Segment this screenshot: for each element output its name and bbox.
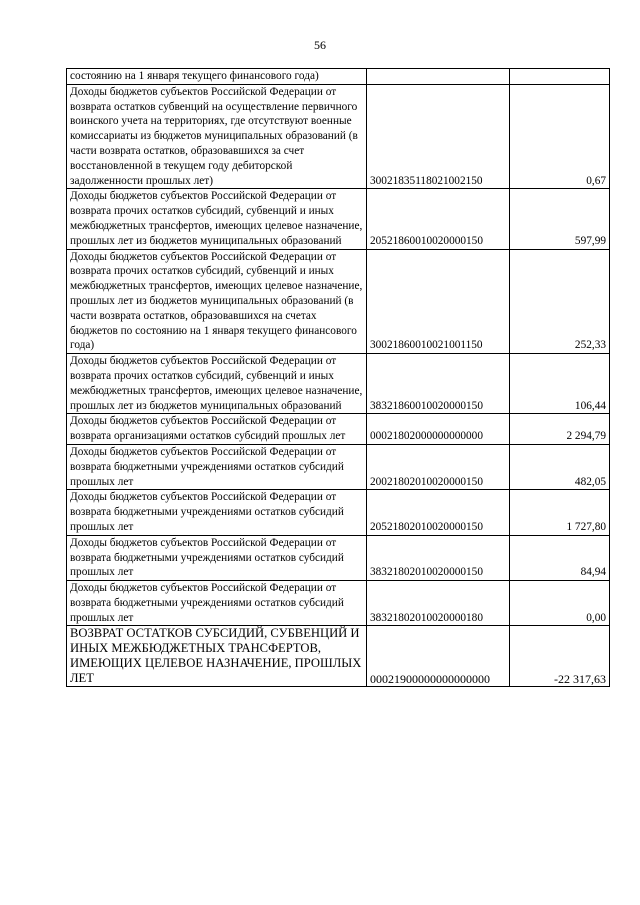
row-amount: 0,67 — [510, 84, 610, 189]
row-amount: 106,44 — [510, 354, 610, 414]
row-code: 00021802000000000000 — [367, 414, 510, 445]
row-description: Доходы бюджетов субъектов Российской Федерации от возврата бюджетными учреждениями остатков субсидий прошлых лет — [67, 535, 367, 580]
row-amount: 2 294,79 — [510, 414, 610, 445]
table-row — [67, 354, 610, 414]
row-code: 00021900000000000000 — [367, 626, 510, 687]
row-amount — [510, 69, 610, 85]
row-description: состоянию на 1 января текущего финансового года) — [67, 69, 367, 85]
row-amount: 84,94 — [510, 535, 610, 580]
row-description: Доходы бюджетов субъектов Российской Федерации от возврата прочих остатков субсидий, субвенций и иных межбюджетных трансфертов, имеющих целевое назначение, прошлых лет из бюджетов муниципальных образований — [67, 354, 367, 414]
page-number: 56 — [314, 38, 326, 52]
table-row-total — [67, 626, 610, 687]
row-amount: 597,99 — [510, 189, 610, 249]
row-amount: -22 317,63 — [510, 626, 610, 687]
table-row — [67, 414, 610, 445]
row-amount: 252,33 — [510, 249, 610, 354]
row-amount: 482,05 — [510, 444, 610, 489]
row-description: Доходы бюджетов субъектов Российской Федерации от возврата бюджетными учреждениями остатков субсидий прошлых лет — [67, 444, 367, 489]
row-code: 20021802010020000150 — [367, 444, 510, 489]
row-code — [367, 69, 510, 85]
table-row — [67, 189, 610, 249]
row-description: Доходы бюджетов субъектов Российской Федерации от возврата остатков субвенций на осуществление первичного воинского учета на территориях, где отсутствуют военные комиссариаты из бюджетов муниципальных образований (в части возврата остатков, образовавшихся за счет восстановленной в текущем году дебиторской задолженности прошлых лет) — [67, 84, 367, 189]
row-code: 30021835118021002150 — [367, 84, 510, 189]
row-code: 20521802010020000150 — [367, 490, 510, 535]
table-row — [67, 249, 610, 354]
table-row — [67, 84, 610, 189]
table-row — [67, 69, 610, 85]
row-description: Доходы бюджетов субъектов Российской Федерации от возврата бюджетными учреждениями остатков субсидий прошлых лет — [67, 581, 367, 626]
row-description: ВОЗВРАТ ОСТАТКОВ СУБСИДИЙ, СУБВЕНЦИЙ И ИНЫХ МЕЖБЮДЖЕТНЫХ ТРАНСФЕРТОВ, ИМЕЮЩИХ ЦЕЛЕВОЕ НАЗНАЧЕНИЕ, ПРОШЛЫХ ЛЕТ — [67, 626, 367, 687]
row-code: 38321802010020000150 — [367, 535, 510, 580]
row-description: Доходы бюджетов субъектов Российской Федерации от возврата прочих остатков субсидий, субвенций и иных межбюджетных трансфертов, имеющих целевое назначение, прошлых лет из бюджетов муниципальных образований (в части возврата остатков, образовавшихся на счетах бюджетов по состоянию на 1 января текущего финансового года) — [67, 249, 367, 354]
row-description: Доходы бюджетов субъектов Российской Федерации от возврата прочих остатков субсидий, субвенций и иных межбюджетных трансфертов, имеющих целевое назначение, прошлых лет из бюджетов муниципальных образований — [67, 189, 367, 249]
table-row — [67, 535, 610, 580]
row-code: 38321802010020000180 — [367, 581, 510, 626]
row-description: Доходы бюджетов субъектов Российской Федерации от возврата организациями остатков субсидий прошлых лет — [67, 414, 367, 445]
row-amount: 0,00 — [510, 581, 610, 626]
table-row — [67, 581, 610, 626]
budget-revenue-table — [66, 68, 610, 687]
table-row — [67, 444, 610, 489]
row-amount: 1 727,80 — [510, 490, 610, 535]
row-code: 30021860010021001150 — [367, 249, 510, 354]
row-code: 20521860010020000150 — [367, 189, 510, 249]
row-code: 38321860010020000150 — [367, 354, 510, 414]
table-row — [67, 490, 610, 535]
row-description: Доходы бюджетов субъектов Российской Федерации от возврата бюджетными учреждениями остатков субсидий прошлых лет — [67, 490, 367, 535]
